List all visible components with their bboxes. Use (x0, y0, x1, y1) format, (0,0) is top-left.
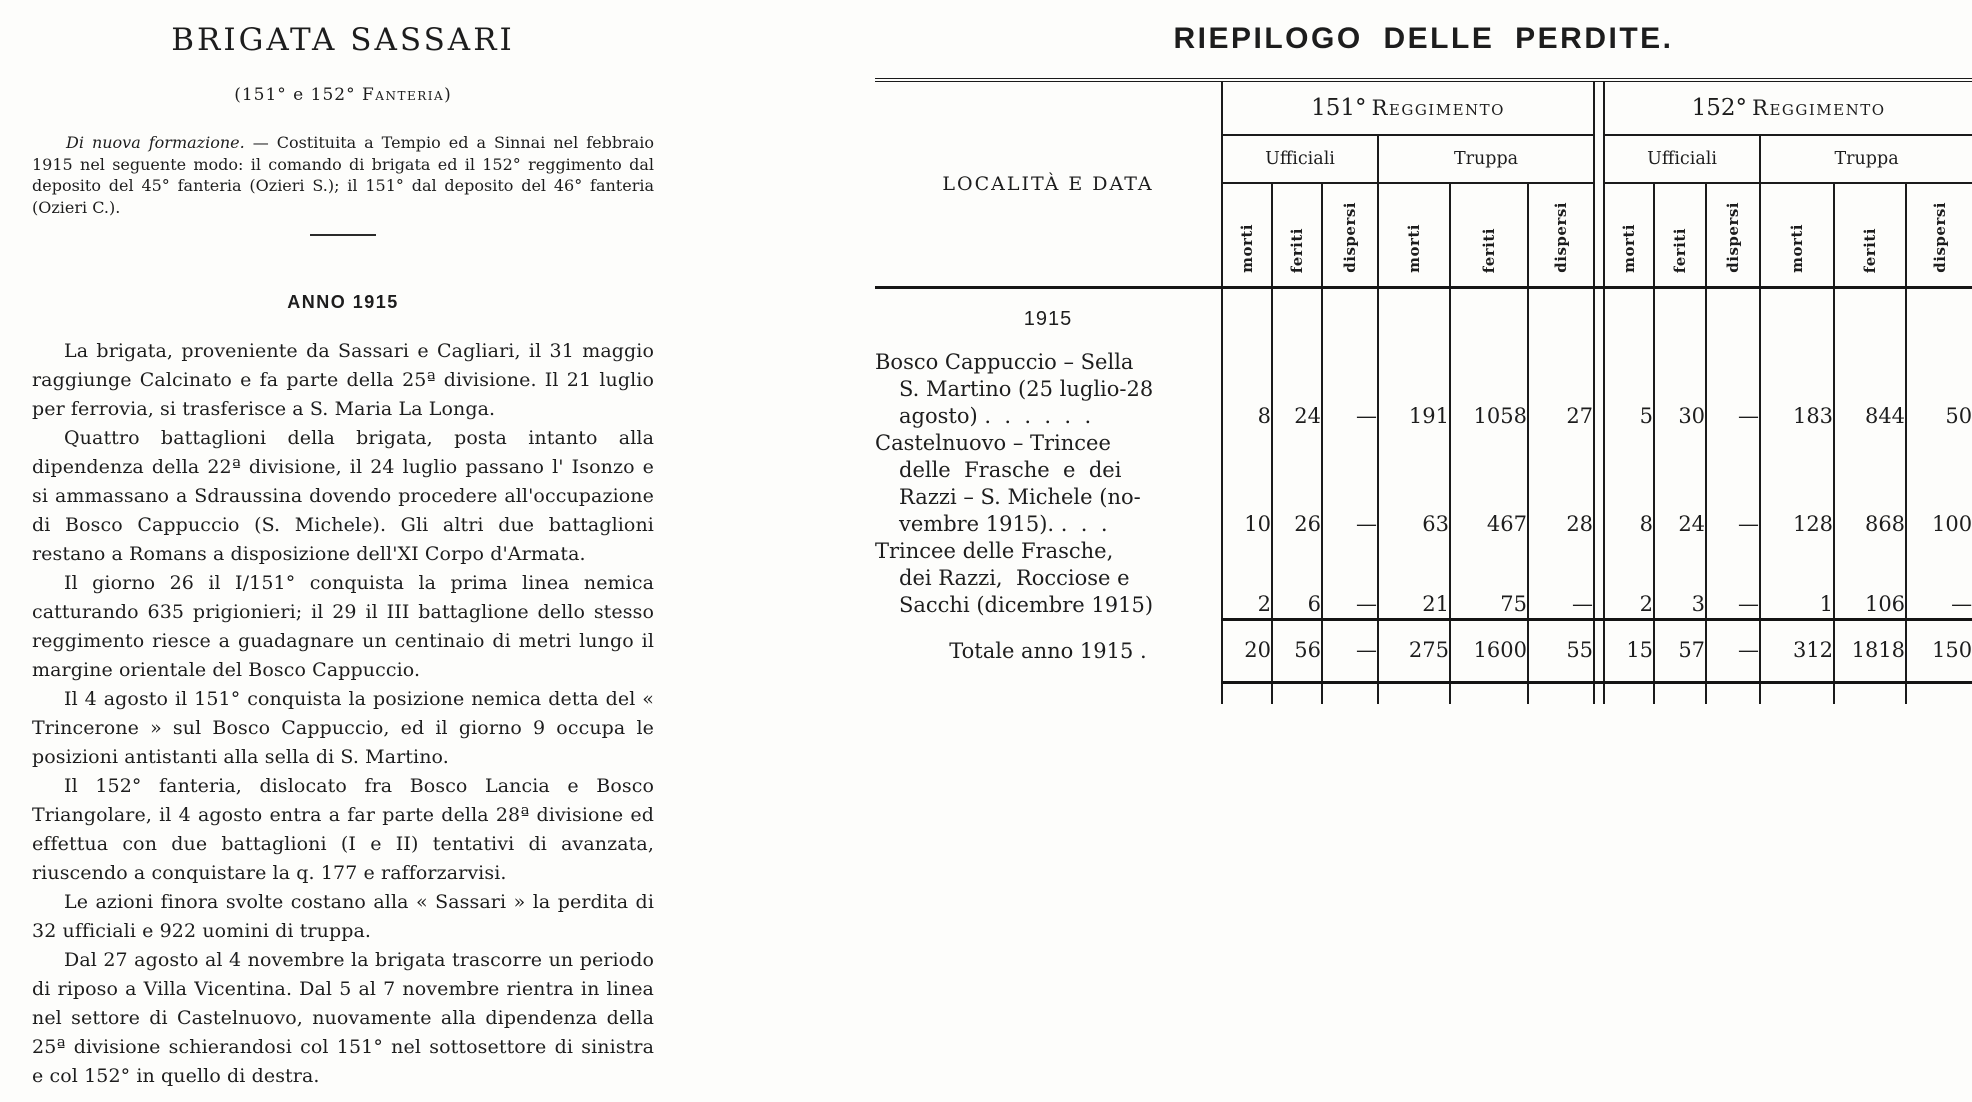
formation-note-body: — Costituita a Tempio ed a Sinnai nel febbraio 1915 nel seguente modo: il comando di brigata ed il 152° reggimento dal deposito del 45° fanteria (Ozieri S.); il 151° dal deposito del 46° fanteria (Ozieri C.). (32, 133, 655, 217)
value-cell: 8 (1639, 512, 1654, 536)
table-row (875, 430, 1972, 538)
value-cell: 1 (1760, 538, 1834, 619)
subtitle-smallcaps: Fanteria (362, 85, 445, 105)
total-row (875, 619, 1972, 682)
table-row (875, 538, 1972, 619)
value-cell: — (1706, 349, 1760, 430)
body-text (32, 337, 654, 1091)
value-cell: 24 (1654, 430, 1706, 538)
column-label-feriti: feriti (1834, 183, 1906, 288)
total-value-cell: 56 (1272, 619, 1322, 682)
value-cell: 75 (1450, 538, 1528, 619)
column-label-dispersi: dispersi (1906, 183, 1972, 288)
value-cell: 868 (1834, 430, 1906, 538)
value-cell: 50 (1906, 349, 1972, 430)
paragraph: Quattro battaglioni della brigata, posta intanto alla dipendenza della 22ª divisione, il 24 luglio passano l' Isonzo e si ammassano a Sdraussina dovendo procedere all'occupazione di Bosco Cappuccio (S. Michele). Gli altri due battaglioni restano a Romans a disposizione dell'XI Corpo d'Armata. (32, 427, 654, 565)
column-label-dispersi: dispersi (1706, 183, 1760, 288)
column-label-dispersi: dispersi (1322, 183, 1378, 288)
value-cell: 24 (1272, 349, 1322, 430)
column-label-dispersi: dispersi (1528, 183, 1594, 288)
value-cell: 467 (1450, 430, 1528, 538)
value-cell: 30 (1654, 349, 1706, 430)
table-title: RIEPILOGO DELLE PERDITE. (1173, 22, 1674, 55)
value-cell: — (1906, 538, 1972, 619)
total-value-cell: 15 (1604, 619, 1654, 682)
column-label-morti: morti (1760, 183, 1834, 288)
section-divider (310, 234, 376, 236)
value-cell: 10 (1244, 512, 1271, 536)
value-cell: — (1706, 430, 1760, 538)
value-cell: 5 (1639, 404, 1654, 428)
value-cell: — (1528, 538, 1594, 619)
regiment-152-number: 152° (1691, 95, 1748, 121)
value-cell: — (1322, 349, 1378, 430)
value-cell: 128 (1760, 430, 1834, 538)
value-cell: 2 (1639, 591, 1654, 616)
value-cell: 1058 (1450, 349, 1528, 430)
value-cell: 28 (1528, 430, 1594, 538)
total-value-cell: 20 (1222, 619, 1272, 682)
regiment-151-header (1222, 80, 1594, 135)
value-cell: — (1706, 538, 1760, 619)
total-value-cell: 1818 (1834, 619, 1906, 682)
subtitle-post: ) (444, 85, 452, 105)
paragraph: Le azioni finora svolte costano alla « Sassari » la perdita di 32 ufficiali e 922 uomini di truppa. (32, 891, 654, 942)
value-cell: 100 (1906, 430, 1972, 538)
subtitle-pre: (151° e 152° (234, 85, 362, 105)
table-row (875, 349, 1972, 430)
paragraph: Dal 27 agosto al 4 novembre la brigata trascorre un periodo di riposo a Villa Vicentina. Dal 5 al 7 novembre rientra in linea nel settore di Castelnuovo, nuovamente alla dipendenza della 25ª divisione schierandosi col 151° nel sottosettore di sinistra e col 152° in quello di destra. (32, 949, 654, 1087)
regiment-151-number: 151° (1311, 95, 1367, 121)
value-cell: 21 (1378, 538, 1450, 619)
column-label-morti: morti (1604, 183, 1654, 288)
total-value-cell: 275 (1378, 619, 1450, 682)
year-label: 1915 (875, 288, 1222, 350)
regiment-divider (1594, 80, 1604, 288)
value-cell: — (1322, 430, 1378, 538)
total-value-cell: 57 (1654, 619, 1706, 682)
group-ufficiali-151: Ufficiali (1222, 135, 1378, 183)
value-cell: 63 (1378, 430, 1450, 538)
column-label-morti: morti (1378, 183, 1450, 288)
column-label-feriti: feriti (1654, 183, 1706, 288)
value-cell: 191 (1378, 349, 1450, 430)
locality-cell: Bosco Cappuccio – Sella S. Martino (25 luglio-28 agosto) . . . . . . (875, 349, 1222, 430)
value-cell: 26 (1272, 430, 1322, 538)
value-cell: 183 (1760, 349, 1834, 430)
value-cell: 844 (1834, 349, 1906, 430)
right-page (875, 16, 1972, 704)
column-label-feriti: feriti (1450, 183, 1528, 288)
formation-note (32, 132, 654, 218)
value-cell: 106 (1834, 538, 1906, 619)
group-ufficiali-152: Ufficiali (1604, 135, 1760, 183)
paragraph: Il 152° fanteria, dislocato fra Bosco Lancia e Bosco Triangolare, il 4 agosto entra a far parte della 28ª divisione ed effettua con due battaglioni (I e II) tentativi di avanzata, riuscendo a conquistare la q. 177 e rafforzarvisi. (32, 775, 654, 884)
total-label: Totale anno 1915 . (875, 619, 1222, 682)
value-cell: — (1322, 538, 1378, 619)
column-label-feriti: feriti (1272, 183, 1322, 288)
total-value-cell: 1600 (1450, 619, 1528, 682)
locality-header: LOCALITÀ E DATA (875, 80, 1222, 288)
total-value-cell: — (1706, 619, 1760, 682)
total-value-cell: 312 (1760, 619, 1834, 682)
regiment-151-name: Reggimento (1371, 96, 1505, 120)
left-page (32, 14, 654, 1091)
year-row (875, 288, 1972, 350)
value-cell: 6 (1272, 538, 1322, 619)
paragraph: Il giorno 26 il I/151° conquista la prima linea nemica catturando 635 prigionieri; il 29 il III battaglione dello stesso reggimento riesce a guadagnare un centinaio di metri lungo il margine orientale del Bosco Cappuccio. (32, 572, 654, 681)
formation-note-lead: Di nuova formazione. (66, 133, 245, 152)
column-label-morti: morti (1222, 183, 1272, 288)
page-subtitle (32, 85, 654, 105)
losses-table (875, 78, 1972, 704)
total-value-cell: — (1322, 619, 1378, 682)
value-cell: 8 (1257, 404, 1271, 428)
locality-cell: Trincee delle Frasche, dei Razzi, Rocciose e Sacchi (dicembre 1915) (875, 538, 1222, 619)
rule-tail-row (875, 682, 1972, 704)
value-cell: 27 (1528, 349, 1594, 430)
total-value-cell: 150 (1906, 619, 1972, 682)
regiment-152-name: Reggimento (1752, 96, 1886, 120)
group-truppa-151: Truppa (1378, 135, 1594, 183)
regiment-header-row (875, 80, 1972, 135)
total-value-cell: 55 (1528, 619, 1594, 682)
value-cell: 3 (1654, 538, 1706, 619)
group-truppa-152: Truppa (1760, 135, 1972, 183)
regiment-152-header (1604, 80, 1972, 135)
value-cell: 2 (1257, 591, 1271, 616)
paragraph: La brigata, proveniente da Sassari e Cagliari, il 31 maggio raggiunge Calcinato e fa parte della 25ª divisione. Il 21 luglio per ferrovia, si trasferisce a S. Maria La Longa. (32, 340, 654, 420)
locality-cell: Castelnuovo – Trincee delle Frasche e dei Razzi – S. Michele (no- vembre 1915). . . . (875, 430, 1222, 538)
page-title: BRIGATA SASSARI (171, 22, 515, 58)
paragraph: Il 4 agosto il 151° conquista la posizione nemica detta del « Trincerone » sul Bosco Cappuccio, ed il giorno 9 occupa le posizioni antistanti alla sella di S. Martino. (32, 688, 654, 768)
section-heading: ANNO 1915 (287, 292, 399, 312)
